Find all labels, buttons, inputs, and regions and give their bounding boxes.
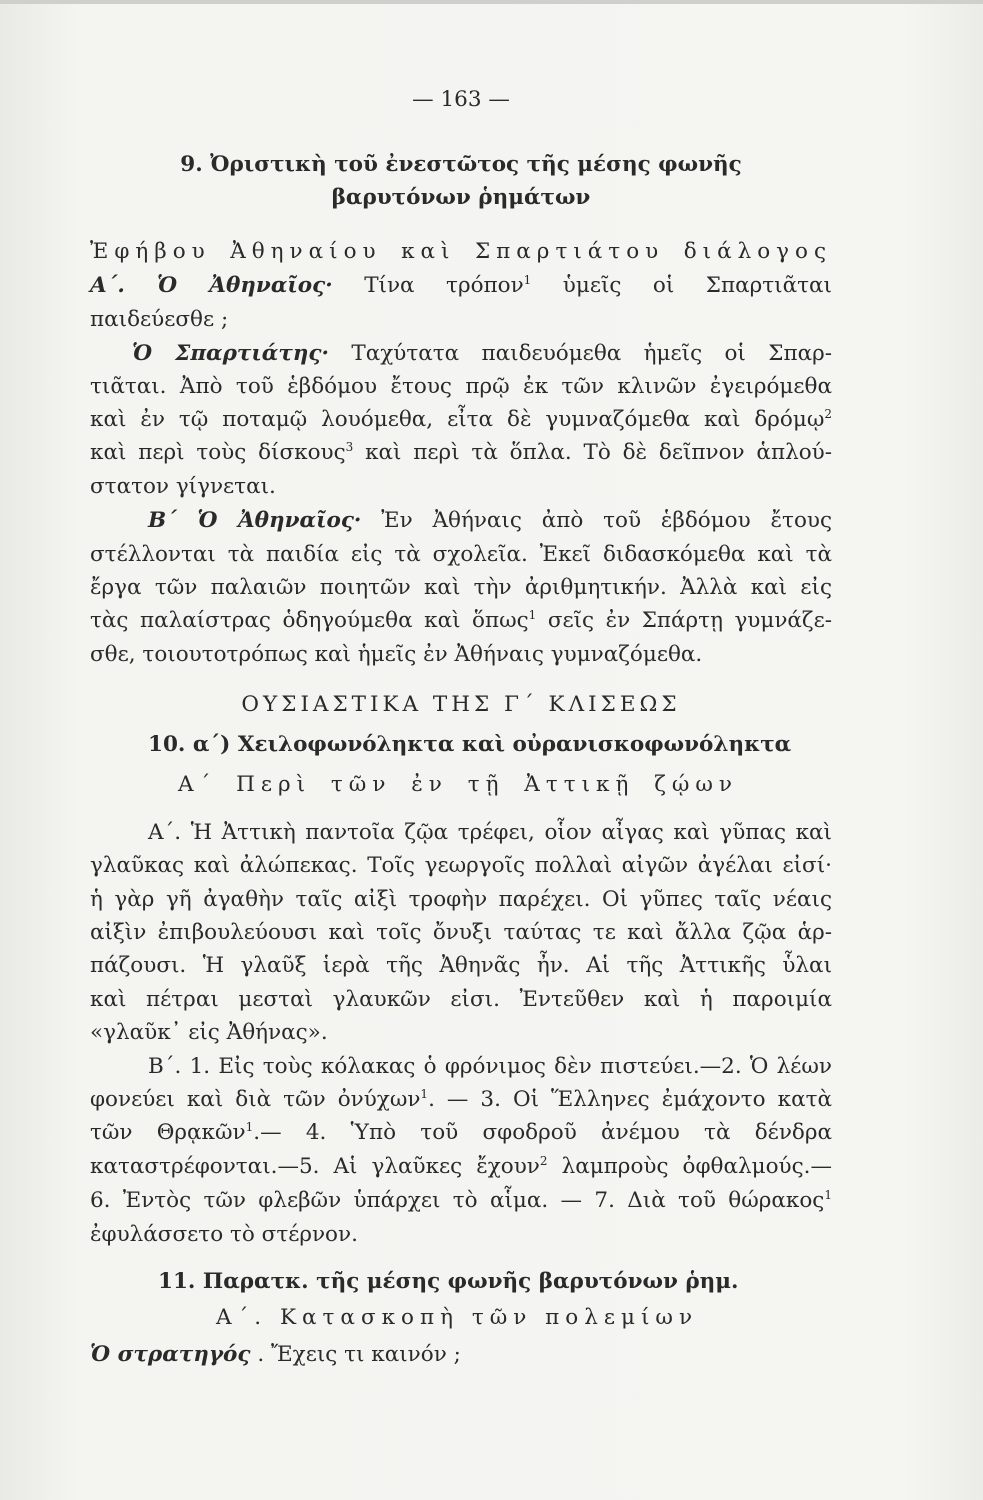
text-span: καὶ ἐν τῷ ποταμῷ λουόμεθα, εἶτα δὲ γυμναζόμεθα καὶ δρόμῳ xyxy=(90,407,825,432)
text-span: καταστρέφονται.—5. Αἱ γλαῦκες ἔχουν xyxy=(90,1154,540,1179)
text-span: σεῖς ἐν Σπάρτῃ γυμνάζε- xyxy=(547,608,832,633)
text-span: . Ἔχεις τι καινόν ; xyxy=(257,1342,461,1367)
text-span: Ταχύτατα παιδευόμεθα ἡμεῖς οἱ Σπαρ- xyxy=(351,341,832,366)
footnote-mark: 2 xyxy=(539,1153,548,1168)
text-line xyxy=(90,1085,832,1115)
text-line: ἡ γὰρ γῆ ἀγαθὴν ταῖς αἰξὶ τροφὴν παρέχει. Οἱ γῦπες ταῖς νέαις xyxy=(90,887,832,912)
speaker-label: Α΄. Ὁ Ἀθηναῖος· xyxy=(90,273,333,298)
section-11-heading: 11. Παρατκ. τῆς μέσης φωνῆς βαρυτόνων ῥημ. xyxy=(158,1269,739,1294)
text-line xyxy=(90,606,832,636)
section-9-heading: 9. Ὀριστικὴ τοῦ ἐνεστῶτος τῆς μέσης φωνῆς xyxy=(180,152,742,177)
text-line: Α΄. Ἡ Ἀττικὴ παντοῖα ζῷα τρέφει, οἷον αἶγας καὶ γῦπας καὶ xyxy=(148,820,832,845)
text-span: φονεύει καὶ διὰ τῶν ὀνύχων xyxy=(90,1087,421,1112)
footnote-mark: 1 xyxy=(523,272,532,287)
text-line: αἰξὶν ἐπιβουλεύουσι καὶ τοῖς ὄνυξι ταύτας τε καὶ ἄλλα ζῷα ἁρ- xyxy=(90,920,832,945)
text-line xyxy=(90,405,832,435)
page-edge xyxy=(0,0,983,4)
text-span: Ἐν Ἀθήναις ἀπὸ τοῦ ἑβδόμου ἔτους xyxy=(381,508,832,533)
text-span: τῶν Θρᾳκῶν xyxy=(90,1120,246,1145)
text-line xyxy=(90,1186,832,1216)
text-line: «γλαῦκ᾽ εἰς Ἀθήνας». xyxy=(90,1020,328,1045)
text-line xyxy=(90,1152,832,1182)
text-line: στέλλονται τὰ παιδία εἰς τὰ σχολεῖα. Ἐκεῖ διδασκόμεθα καὶ τὰ xyxy=(90,542,832,567)
section-11-subtitle: Α΄. Κατασκοπὴ τῶν πολεμίων xyxy=(216,1305,699,1330)
footnote-mark: 3 xyxy=(345,439,354,454)
text-line: παιδεύεσθε ; xyxy=(90,307,229,332)
text-line: τιᾶται. Ἀπὸ τοῦ ἑβδόμου ἔτους πρῷ ἐκ τῶν κλινῶν ἐγειρόμεθα xyxy=(90,374,832,399)
nouns-heading: ΟΥΣΙΑΣΤΙΚΑ ΤΗΣ Γ΄ ΚΛΙΣΕΩΣ xyxy=(241,692,681,717)
text-span: καὶ περὶ τοὺς δίσκους xyxy=(90,440,346,465)
speaker-label: Β΄ Ὁ Ἀθηναῖος· xyxy=(148,508,362,533)
speaker-label: Ὁ Σπαρτιάτης· xyxy=(132,341,329,366)
text-span: ὑμεῖς οἱ Σπαρτιᾶται xyxy=(562,273,832,298)
text-span: . — 3. Οἱ Ἕλληνες ἐμάχοντο κατὰ xyxy=(428,1087,832,1112)
footnote-mark: 2 xyxy=(824,406,832,421)
text-span: καὶ περὶ τὰ ὅπλα. Τὸ δὲ δεῖπνον ἁπλού- xyxy=(365,440,832,465)
text-line xyxy=(90,271,832,301)
text-span: Τίνα τρόπον xyxy=(364,273,524,298)
text-line: ἐφυλάσσετο τὸ στέρνον. xyxy=(90,1222,358,1247)
footnote-mark: 1 xyxy=(528,607,537,622)
speaker-label: Ὁ στρατηγός xyxy=(90,1342,251,1367)
footnote-mark: 1 xyxy=(824,1187,832,1202)
text-span: τὰς παλαίστρας ὁδηγούμεθα καὶ ὅπως xyxy=(90,608,529,633)
text-line: στατον γίγνεται. xyxy=(90,474,276,499)
text-line xyxy=(132,339,832,369)
text-line: πάζουσι. Ἡ γλαῦξ ἱερὰ τῆς Ἀθηνᾶς ἦν. Αἱ τῆς Ἀττικῆς ὗλαι xyxy=(90,953,832,978)
text-line: Β΄. 1. Εἰς τοὺς κόλακας ὁ φρόνιμος δὲν πιστεύει.—2. Ὁ λέων xyxy=(148,1054,832,1079)
text-span: λαμπροὺς ὀφθαλμούς.— xyxy=(561,1154,832,1179)
text-line xyxy=(90,1340,832,1370)
text-line xyxy=(90,1118,832,1148)
section-10-subtitle: Α΄ Περὶ τῶν ἐν τῇ Ἀττικῇ ζῴων xyxy=(178,772,738,797)
text-span: .— 4. Ὑπὸ τοῦ σφοδροῦ ἀνέμου τὰ δένδρα xyxy=(253,1120,832,1145)
section-9-heading-cont: βαρυτόνων ῥημάτων xyxy=(331,185,591,210)
footnote-mark: 1 xyxy=(420,1086,429,1101)
dialogue-title: Ἐφήβου Ἀθηναίου καὶ Σπαρτιάτου διάλογος xyxy=(90,239,832,264)
footnote-mark: 1 xyxy=(245,1119,254,1134)
section-10-heading: 10. α΄) Χειλοφωνόληκτα καὶ οὐρανισκοφωνόληκτα xyxy=(148,732,792,757)
text-line xyxy=(90,438,832,468)
text-line: ἔργα τῶν παλαιῶν ποιητῶν καὶ τὴν ἀριθμητικήν. Ἀλλὰ καὶ εἰς xyxy=(90,575,832,600)
text-line: σθε, τοιουτοτρόπως καὶ ἡμεῖς ἐν Ἀθήναις γυμναζόμεθα. xyxy=(90,642,703,667)
text-line: καὶ πέτραι μεσταὶ γλαυκῶν εἰσι. Ἐντεῦθεν καὶ ἡ παροιμία xyxy=(90,987,832,1012)
text-span: 6. Ἐντὸς τῶν φλεβῶν ὑπάρχει τὸ αἷμα. — 7. Διὰ τοῦ θώρακος xyxy=(90,1188,825,1213)
text-line xyxy=(148,506,832,536)
text-line: γλαῦκας καὶ ἀλώπεκας. Τοῖς γεωργοῖς πολλαὶ αἰγῶν ἀγέλαι εἰσί· xyxy=(90,853,832,878)
page-number: — 163 — xyxy=(412,87,510,112)
